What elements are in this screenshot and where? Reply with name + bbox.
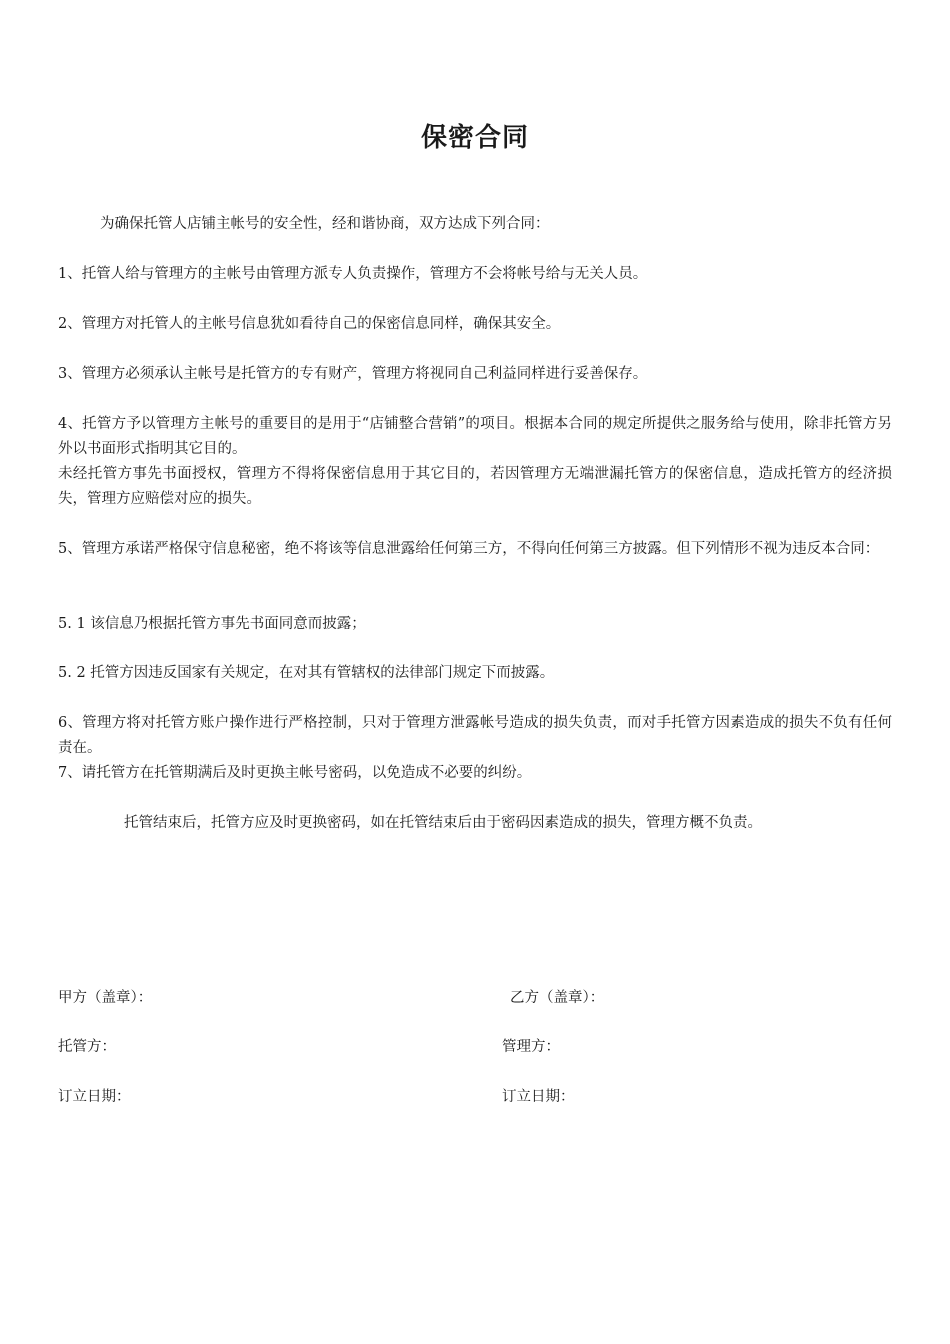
clause-5-2: 5. 2 托管方因违反国家有关规定，在对其有管辖权的法律部门规定下而披露。 [58, 665, 555, 681]
clause-4: 4、托管方予以管理方主帐号的重要目的是用于“店铺整合营销”的项目。根据本合同的规定所提供之服务给与使用，除非托管方另外以书面形式指明其它目的。 [58, 416, 892, 457]
clause-3: 3、管理方必须承认主帐号是托管方的专有财产，管理方将视同自己利益同样进行妥善保存。 [58, 366, 648, 382]
clause-1: 1、托管人给与管理方的主帐号由管理方派专人负责操作，管理方不会将帐号给与无关人员。 [58, 266, 648, 282]
date-right-label: 订立日期： [502, 1089, 575, 1105]
clause-7: 7、请托管方在托管期满后及时更换主帐号密码，以免造成不必要的纠纷。 [58, 765, 532, 781]
document-title: 保密合同 [420, 123, 529, 153]
clause-5: 5、管理方承诺严格保守信息秘密，绝不将该等信息泄露给任何第三方，不得向任何第三方披露。但下列情形不视为违反本合同： [58, 541, 880, 557]
date-left-label: 订立日期： [58, 1089, 131, 1105]
party-b-label: 乙方（盖章）： [510, 990, 605, 1006]
trustor-label: 托管方： [58, 1039, 116, 1055]
clause-5-1: 5. 1 该信息乃根据托管方事先书面同意而披露； [58, 616, 366, 632]
clause-4-continuation: 未经托管方事先书面授权，管理方不得将保密信息用于其它目的，若因管理方无端泄漏托管方的保密信息，造成托管方的经济损失，管理方应赔偿对应的损失。 [58, 466, 892, 507]
clause-2: 2、管理方对托管人的主帐号信息犹如看待自己的保密信息同样，确保其安全。 [58, 316, 561, 332]
clause-6: 6、管理方将对托管方账户操作进行严格控制，只对于管理方泄露帐号造成的损失负责，而对手托管方因素造成的损失不负有任何责在。 [58, 715, 892, 756]
party-a-label: 甲方（盖章）： [58, 990, 153, 1006]
manager-label: 管理方： [502, 1039, 560, 1055]
intro-paragraph: 为确保托管人店铺主帐号的安全性，经和谐协商，双方达成下列合同： [100, 216, 550, 232]
closing-statement: 托管结束后，托管方应及时更换密码，如在托管结束后由于密码因素造成的损失，管理方概不负责。 [124, 815, 762, 831]
